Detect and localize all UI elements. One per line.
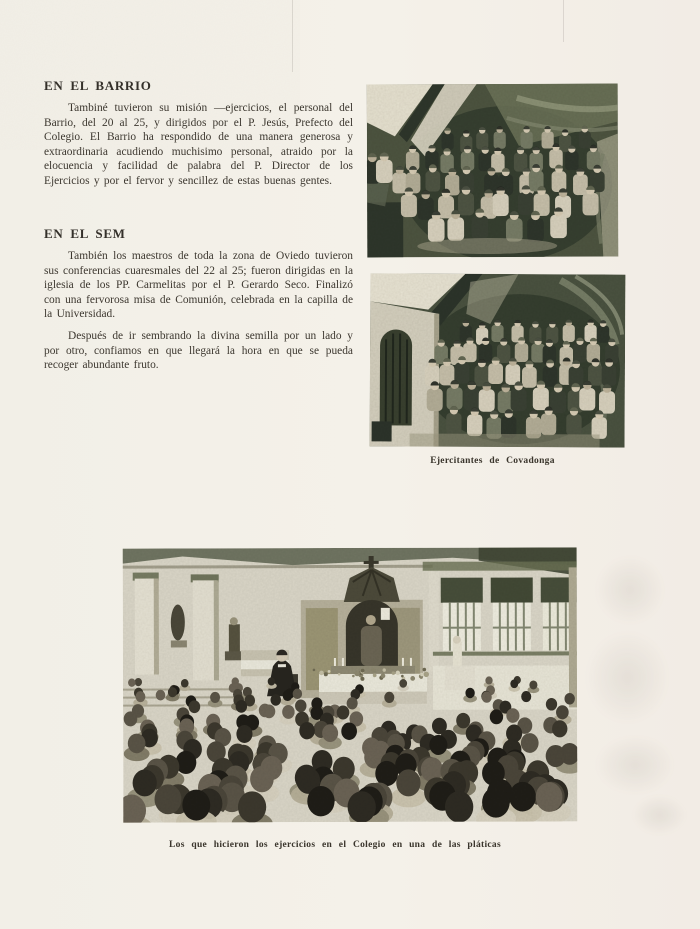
article-sem (44, 226, 353, 373)
paragraph-barrio-1: Tambiné tuvieron su misión —ejercicios, el personal del Barrio, del 20 al 25, y dirigidos por el P. Jesús, Prefecto del Colegio. El Barrio ha respondido de una manera generosa y extraordinaria acudiendo muchisimo personal, atraido por la elocuencia y facilidad de palabra del P. Director de los Ejercicios y por el fervor y sencillez de estas buenas gentes. (44, 102, 353, 187)
photo-colegio-platica (123, 547, 578, 822)
scan-smudge (595, 735, 675, 795)
scan-fold-line (292, 0, 293, 72)
photo-caption-colegio: Los que hicieron los ejercicios en el Colegio en una de las pláticas (169, 840, 501, 850)
paragraph-sem-1: También los maestros de toda la zona de Oviedo tuvieron sus conferencias cuaresmales del 22 al 25; fueron dirigidas en la iglesia de los PP. Carmelitas por el P. Gerardo Seco. Finalizó con una fervorosa misa de Comunión, celebrada en la capilla de la Universidad. (44, 250, 353, 321)
photo-covadonga-group-1 (367, 84, 619, 258)
colegio-platica-illustration (123, 547, 578, 822)
scan-fold-line (563, 0, 564, 42)
paragraph-sem-2: Después de ir sembrando la divina semilla por un lado y por otro, confiamos en que llegará la hora en que se pueda recoger abundante fruto. (44, 329, 353, 372)
covadonga-group-1-illustration (367, 84, 619, 258)
photo-covadonga-group-2 (370, 273, 626, 447)
scan-smudge (595, 555, 665, 625)
article-barrio (44, 78, 353, 189)
scan-smudge (632, 795, 687, 835)
photo-caption-covadonga: Ejercitantes de Covadonga (430, 456, 555, 466)
section-heading-barrio: EN EL BARRIO (44, 78, 152, 93)
section-heading-sem: EN EL SEM (44, 226, 126, 241)
scan-smudge (585, 630, 670, 725)
covadonga-group-2-illustration (370, 273, 626, 447)
